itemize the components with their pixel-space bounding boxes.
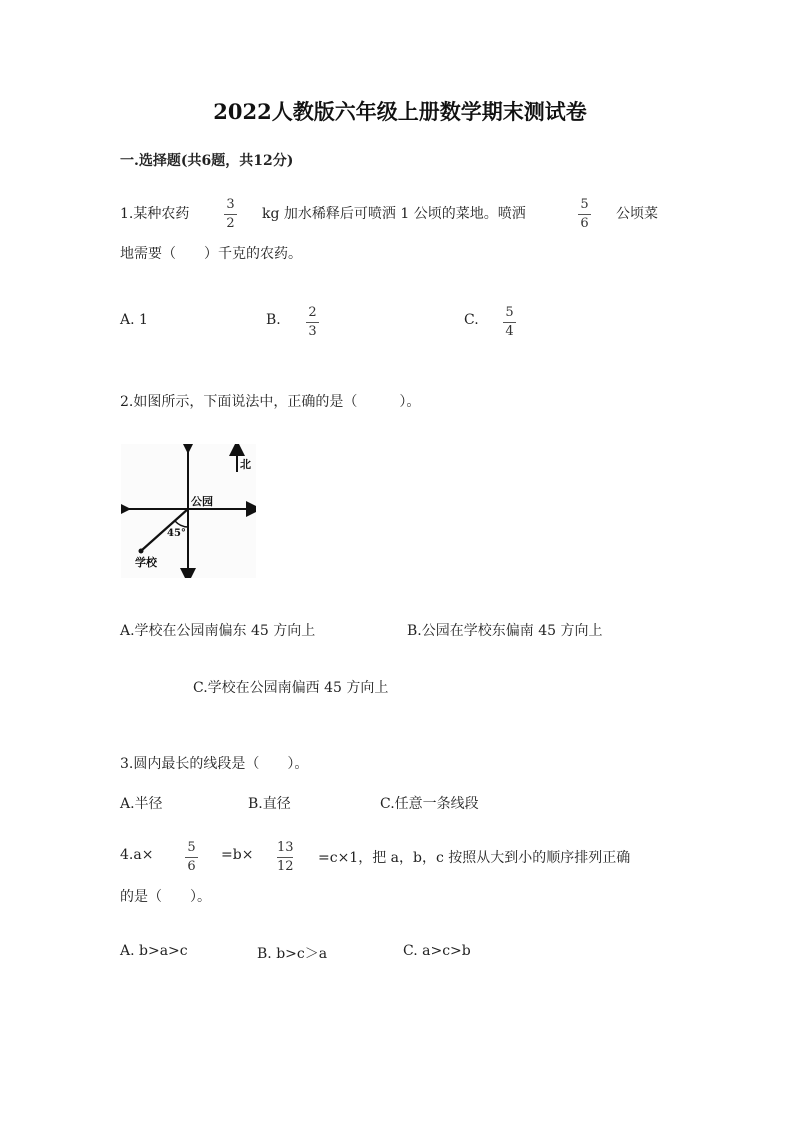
q2-option-c[interactable]: C.学校在公园南偏西 45 方向上 bbox=[193, 680, 389, 696]
q4-option-c[interactable]: C. a>c>b bbox=[403, 943, 471, 959]
fraction-numerator: 3 bbox=[226, 197, 235, 212]
fraction-numerator: 2 bbox=[308, 305, 317, 320]
q4-prefix: 4.a× bbox=[120, 847, 154, 863]
q1-option-c-fraction bbox=[503, 305, 516, 340]
school-label: 学校 bbox=[135, 556, 157, 569]
fraction-bar bbox=[185, 857, 198, 858]
school-point bbox=[139, 549, 144, 554]
fraction-denominator: 2 bbox=[226, 216, 235, 231]
q1-option-b-fraction bbox=[306, 305, 319, 340]
q2-option-b[interactable]: B.公园在学校东偏南 45 方向上 bbox=[407, 623, 603, 639]
fraction-bar bbox=[503, 322, 516, 323]
q1-option-b[interactable]: B. bbox=[266, 312, 281, 328]
direction-figure bbox=[121, 444, 256, 578]
q4-option-a[interactable]: A. b>a>c bbox=[120, 943, 188, 959]
fraction-numerator: 5 bbox=[580, 197, 589, 212]
q4-suffix: =c×1，把 a，b，c 按照从大到小的顺序排列正确 bbox=[318, 850, 631, 866]
north-label: 北 bbox=[240, 458, 251, 471]
q2-stem: 2.如图所示，下面说法中，正确的是（ ）。 bbox=[120, 394, 421, 410]
q3-stem: 3.圆内最长的线段是（ ）。 bbox=[120, 756, 309, 772]
fraction-denominator: 6 bbox=[187, 859, 196, 874]
q1-line2: 地需要（ ）千克的农药。 bbox=[120, 246, 302, 262]
q3-option-b[interactable]: B.直径 bbox=[248, 796, 291, 812]
fraction-bar bbox=[277, 857, 293, 858]
q1-suffix: 公顷菜 bbox=[616, 206, 658, 222]
section-heading: 一.选择题(共6题，共12分) bbox=[120, 153, 294, 169]
q4-fraction-5-6 bbox=[185, 840, 198, 875]
fraction-denominator: 3 bbox=[308, 324, 317, 339]
page-title: 2022人教版六年级上册数学期末测试卷 bbox=[213, 99, 587, 124]
q1-option-c[interactable]: C. bbox=[464, 312, 479, 328]
fraction-numerator: 5 bbox=[187, 840, 196, 855]
angle-label: 45° bbox=[167, 528, 186, 539]
angle-arc bbox=[175, 521, 188, 527]
fraction-bar bbox=[224, 214, 237, 215]
fraction-denominator: 12 bbox=[277, 859, 294, 874]
fraction-bar bbox=[578, 214, 591, 215]
q1-option-a[interactable]: A. 1 bbox=[120, 312, 148, 328]
q3-option-c[interactable]: C.任意一条线段 bbox=[380, 796, 479, 812]
q1-prefix: 1.某种农药 bbox=[120, 206, 190, 222]
q4-line2: 的是（ ）。 bbox=[120, 889, 211, 905]
q1-fraction-5-6 bbox=[578, 197, 591, 232]
fraction-numerator: 13 bbox=[277, 840, 294, 855]
q4-middle-text: =b× bbox=[221, 847, 254, 863]
fraction-bar bbox=[306, 322, 319, 323]
q4-option-b[interactable]: B. b>c＞a bbox=[257, 946, 328, 962]
q1-middle-text: kg 加水稀释后可喷洒 1 公顷的菜地。喷洒 bbox=[262, 206, 526, 222]
q4-fraction-13-12 bbox=[277, 840, 294, 875]
fraction-denominator: 4 bbox=[505, 324, 514, 339]
fraction-denominator: 6 bbox=[580, 216, 589, 231]
fraction-numerator: 5 bbox=[505, 305, 514, 320]
q1-fraction-3-2 bbox=[224, 197, 237, 232]
q2-option-a[interactable]: A.学校在公园南偏东 45 方向上 bbox=[120, 623, 316, 639]
q3-option-a[interactable]: A.半径 bbox=[120, 796, 163, 812]
park-label: 公园 bbox=[191, 495, 213, 508]
